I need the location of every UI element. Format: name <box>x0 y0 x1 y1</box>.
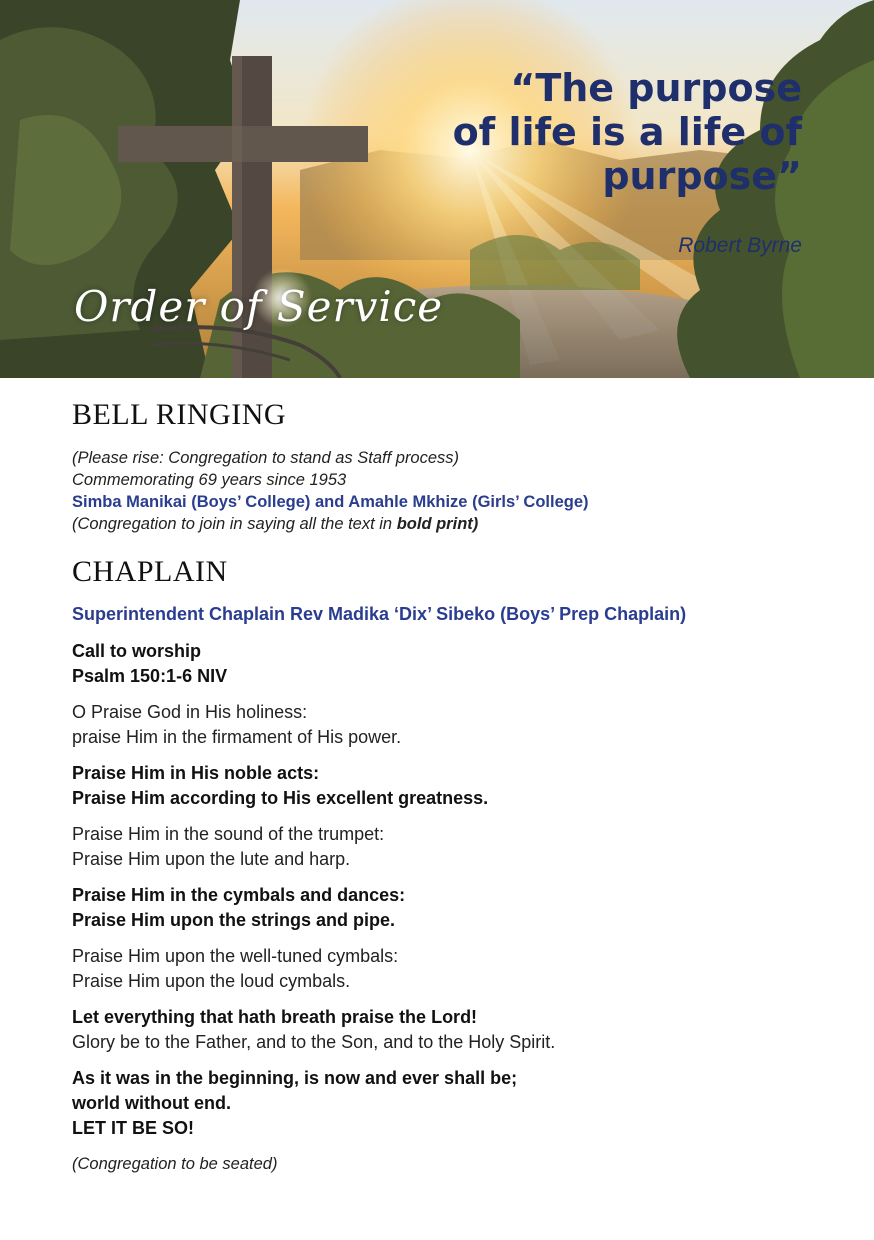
page-title: Order of Service <box>74 282 444 331</box>
verse-block <box>72 700 832 750</box>
congregation-note <box>72 513 832 535</box>
verse-block-response <box>72 883 832 933</box>
closing-line: LET IT BE SO! <box>72 1118 195 1138</box>
call-line: Call to worship <box>72 641 202 661</box>
verse-line: Praise Him in the cymbals and dances: <box>72 885 406 905</box>
chaplain-heading: CHAPLAIN <box>72 555 228 588</box>
header-quote <box>382 66 802 198</box>
psalm-reference: Psalm 150:1-6 NIV <box>72 666 228 686</box>
verse-line: Praise Him upon the loud cymbals. <box>72 971 351 991</box>
verse-block <box>72 944 832 994</box>
verse-line: Praise Him upon the well-tuned cymbals: <box>72 946 399 966</box>
quote-line: “The purpose <box>510 66 802 110</box>
header-photo <box>0 0 874 378</box>
bell-ringing-details <box>72 447 832 535</box>
verse-block <box>72 822 832 872</box>
commemoration-note: Commemorating 69 years since 1953 <box>72 471 347 489</box>
quote-author: Robert Byrne <box>678 234 802 257</box>
let-everything-line: Let everything that hath breath praise the Lord! <box>72 1007 478 1027</box>
verse-line: Praise Him upon the lute and harp. <box>72 849 351 869</box>
quote-line: purpose” <box>602 154 802 198</box>
glory-line: Glory be to the Father, and to the Son, and to the Holy Spirit. <box>72 1032 556 1052</box>
closing-line: world without end. <box>72 1093 231 1113</box>
rise-note: (Please rise: Congregation to stand as Staff process) <box>72 449 460 467</box>
closing-response <box>72 1066 832 1141</box>
doxology-block <box>72 1005 832 1055</box>
service-content <box>72 398 832 1174</box>
verse-line: Praise Him upon the strings and pipe. <box>72 910 396 930</box>
seated-note: (Congregation to be seated) <box>72 1155 278 1173</box>
quote-line: of life is a life of <box>452 110 802 154</box>
call-to-worship <box>72 639 832 689</box>
bold-print-text: bold print) <box>396 515 479 533</box>
verse-line: Praise Him in His noble acts: <box>72 763 320 783</box>
chaplain-name: Superintendent Chaplain Rev Madika ‘Dix’ Sibeko (Boys’ Prep Chaplain) <box>72 604 687 624</box>
verse-line: O Praise God in His holiness: <box>72 702 308 722</box>
bell-ringers-names: Simba Manikai (Boys’ College) and Amahle Mkhize (Girls’ College) <box>72 493 589 511</box>
bell-ringing-heading: BELL RINGING <box>72 398 287 431</box>
verse-block-response <box>72 761 832 811</box>
verse-line: Praise Him in the sound of the trumpet: <box>72 824 385 844</box>
verse-line: praise Him in the firmament of His power. <box>72 727 402 747</box>
congregation-note-text: (Congregation to join in saying all the text in <box>72 515 397 533</box>
closing-line: As it was in the beginning, is now and ever shall be; <box>72 1068 518 1088</box>
verse-line: Praise Him according to His excellent greatness. <box>72 788 489 808</box>
